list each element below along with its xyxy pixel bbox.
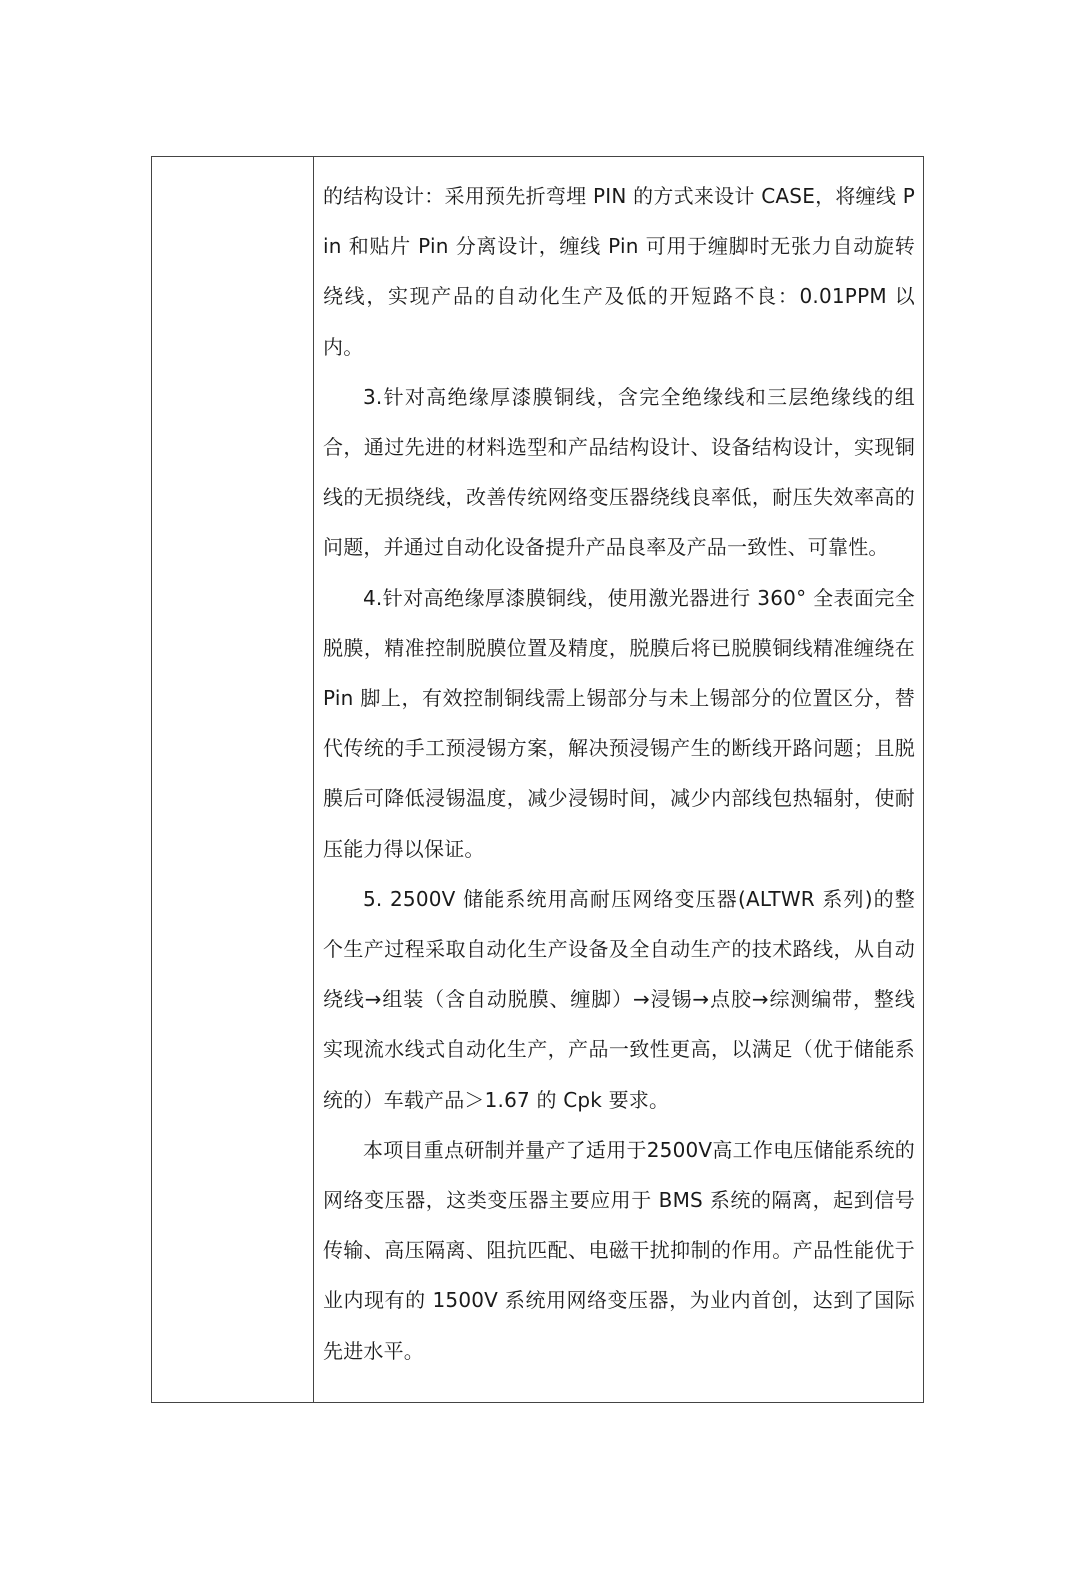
- paragraph-summary: 本项目重点研制并量产了适用于2500V高工作电压储能系统的网络变压器，这类变压器主要应用于 BMS 系统的隔离，起到信号传输、高压隔离、阻抗匹配、电磁干扰抑制的作用。产品性能优于业内现有的 1500V 系统用网络变压器，为业内首创，达到了国际先进水平。: [323, 1137, 915, 1363]
- table-left-cell: [152, 157, 314, 1402]
- content-table: [151, 156, 924, 1403]
- table-right-cell: [314, 157, 923, 1402]
- paragraph-item-4: 4.针对高绝缘厚漆膜铜线，使用激光器进行 360° 全表面完全脱膜，精准控制脱膜位置及精度，脱膜后将已脱膜铜线精准缠绕在 Pin 脚上，有效控制铜线需上锡部分与未上锡部分的位置区分，替代传统的手工预浸锡方案，解决预浸锡产生的断线开路问题；且脱膜后可降低浸锡温度，减少浸锡时间，减少内部线包热辐射，使耐压能力得以保证。: [323, 585, 915, 861]
- paragraph-structure-design: 的结构设计：采用预先折弯埋 PIN 的方式来设计 CASE，将缠线 Pin 和贴片 Pin 分离设计，缠线 Pin 可用于缠脚时无张力自动旋转绕线，实现产品的自动化生产及低的开短路不良：0.01PPM 以内。: [323, 184, 915, 359]
- paragraph-item-5: 5. 2500V 储能系统用高耐压网络变压器(ALTWR 系列)的整个生产过程采取自动化生产设备及全自动生产的技术路线，从自动绕线→组装（含自动脱膜、缠脚）→浸锡→点胶→综测编带，整线实现流水线式自动化生产，产品一致性更高，以满足（优于储能系统的）车载产品＞1.67 的 Cpk 要求。: [323, 886, 915, 1112]
- paragraph-item-3: 3.针对高绝缘厚漆膜铜线，含完全绝缘线和三层绝缘线的组合，通过先进的材料选型和产品结构设计、设备结构设计，实现铜线的无损绕线，改善传统网络变压器绕线良率低，耐压失效率高的问题，并通过自动化设备提升产品良率及产品一致性、可靠性。: [323, 384, 915, 560]
